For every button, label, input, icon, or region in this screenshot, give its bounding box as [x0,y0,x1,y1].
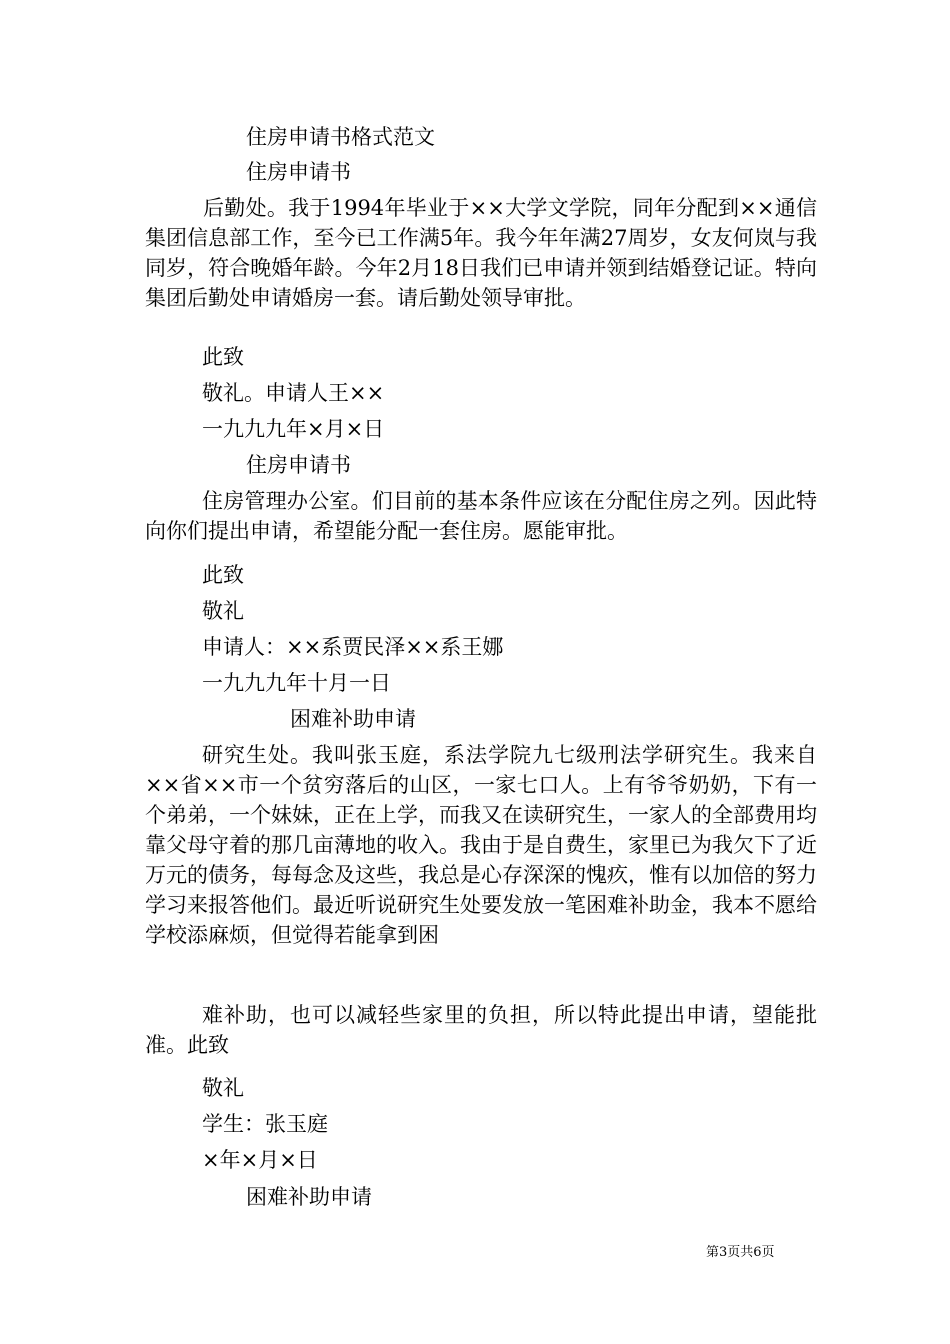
page-number-footer: 第3页共6页 [706,1245,775,1260]
date-line: 一九九九年十月一日 [202,671,391,695]
section-heading-hardship-2: 困难补助申请 [246,1185,372,1209]
paragraph-housing-1: 后勤处。我于1994年毕业于××大学文学院，同年分配到××通信集团信息部工作，至今已工作满5年。我今年年满27周岁，女友何岚与我同岁，符合晚婚年龄。今年2月18日我们已申请并领到结婚登记证。特向集团后勤处申请婚房一套。请后勤处领导审批。 [145,196,817,310]
section-heading-housing-2: 住房申请书 [246,453,351,477]
salutation-signature: 敬礼。申请人王×× [202,381,385,405]
date-line: 一九九九年×月×日 [202,417,385,441]
paragraph-hardship-2: 难补助，也可以减轻些家里的负担，所以特此提出申请，望能批准。此致 [145,1003,817,1057]
salutation: 敬礼 [202,1076,244,1100]
student-signature: 学生：张玉庭 [202,1112,328,1136]
document-title: 住房申请书格式范文 [246,125,435,149]
salutation: 敬礼 [202,599,244,623]
section-heading-housing-1: 住房申请书 [246,160,351,184]
closing-phrase: 此致 [202,563,244,587]
closing-phrase: 此致 [202,345,244,369]
applicant-line: 申请人：××系贾民泽××系王娜 [202,635,504,659]
paragraph-hardship-1: 研究生处。我叫张玉庭，系法学院九七级刑法学研究生。我来自××省××市一个贫穷落后的山区，一家七口人。上有爷爷奶奶，下有一个弟弟，一个妹妹，正在上学，而我又在读研究生，一家人的全部费用均靠父母守着的那几亩薄地的收入。我由于是自费生，家里已为我欠下了近万元的债务，每每念及这些，我总是心存深深的愧疚，惟有以加倍的努力学习来报答他们。最近听说研究生处要发放一笔困难补助金，我本不愿给学校添麻烦，但觉得若能拿到困 [145,743,817,947]
date-line: ×年×月×日 [202,1148,318,1172]
section-heading-hardship-1: 困难补助申请 [290,707,416,731]
paragraph-housing-2: 住房管理办公室。们目前的基本条件应该在分配住房之列。因此特向你们提出申请，希望能分配一套住房。愿能审批。 [145,489,817,543]
